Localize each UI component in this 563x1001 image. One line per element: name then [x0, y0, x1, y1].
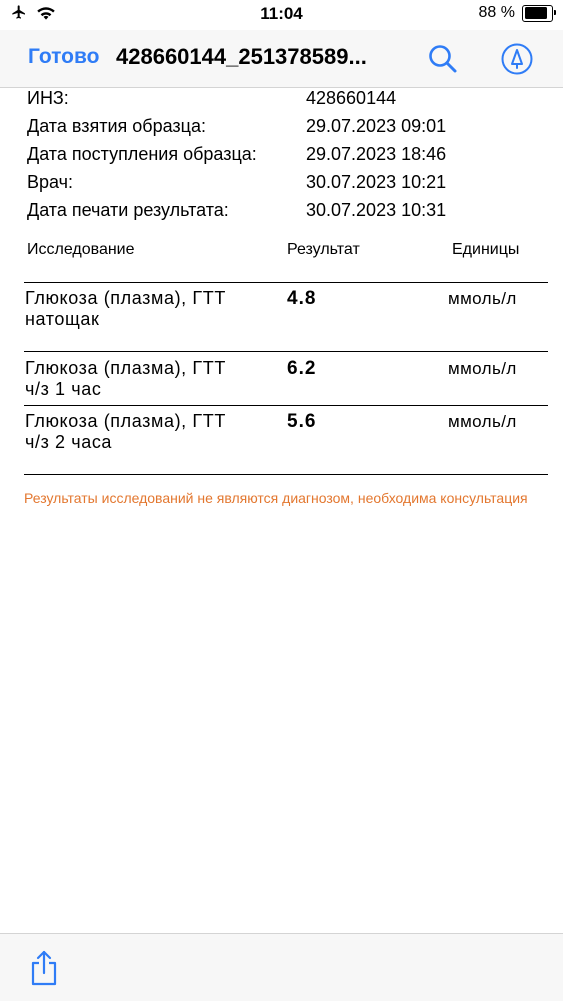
info-value: 29.07.2023 09:01 [306, 116, 447, 136]
table-divider [24, 282, 548, 283]
info-label: Дата взятия образца: [27, 116, 206, 136]
test-name-line: Глюкоза (плазма), ГТТ [25, 411, 226, 431]
search-icon[interactable] [426, 42, 460, 76]
column-header-units: Единицы [452, 241, 520, 258]
table-row-test-name [25, 411, 275, 453]
test-name-line: ч/з 2 часа [25, 432, 113, 452]
test-name-line: Глюкоза (плазма), ГТТ [25, 358, 226, 378]
battery-icon [522, 5, 553, 22]
table-row-unit: ммоль/л [448, 359, 517, 378]
table-row-unit: ммоль/л [448, 412, 517, 431]
table-row-result: 6.2 [287, 358, 317, 379]
table-row-result: 4.8 [287, 288, 317, 309]
table-divider [24, 405, 548, 406]
disclaimer-text: Результаты исследований не являются диагнозом, необходима консультация [24, 490, 528, 506]
table-row-result: 5.6 [287, 411, 317, 432]
markup-icon[interactable] [500, 42, 534, 76]
info-row-doctor [27, 172, 563, 200]
table-row-test-name [25, 358, 275, 400]
info-row-received-date [27, 144, 563, 172]
battery-percent: 88 % [478, 4, 515, 21]
document-view[interactable] [0, 88, 563, 933]
column-header-result: Результат [287, 241, 360, 258]
share-icon[interactable] [28, 949, 60, 987]
info-value: 30.07.2023 10:21 [306, 172, 447, 192]
info-row-sample-date [27, 116, 563, 144]
bottom-toolbar [0, 933, 563, 1001]
info-label: ИНЗ: [27, 88, 69, 108]
info-value: 29.07.2023 18:46 [306, 144, 447, 164]
info-label: Дата печати результата: [27, 200, 229, 220]
test-name-line: Глюкоза (плазма), ГТТ [25, 288, 226, 308]
status-time: 11:04 [260, 4, 303, 23]
info-row-inz [27, 88, 563, 116]
status-bar [0, 0, 563, 30]
done-button[interactable]: Готово [28, 45, 100, 68]
test-name-line: натощак [25, 309, 100, 329]
document-title: 428660144_251378589... [116, 44, 367, 69]
navigation-bar [0, 30, 563, 88]
table-divider [24, 351, 548, 352]
test-name-line: ч/з 1 час [25, 379, 102, 399]
status-right [479, 4, 553, 22]
info-value: 428660144 [306, 88, 397, 108]
info-label: Врач: [27, 172, 74, 192]
info-label: Дата поступления образца: [27, 144, 257, 164]
column-header-test: Исследование [27, 241, 135, 258]
info-value: 30.07.2023 10:31 [306, 200, 447, 220]
info-row-print-date [27, 200, 563, 228]
table-row-test-name [25, 288, 275, 330]
table-divider [24, 474, 548, 475]
battery-fill [525, 7, 548, 19]
table-row-unit: ммоль/л [448, 289, 517, 308]
